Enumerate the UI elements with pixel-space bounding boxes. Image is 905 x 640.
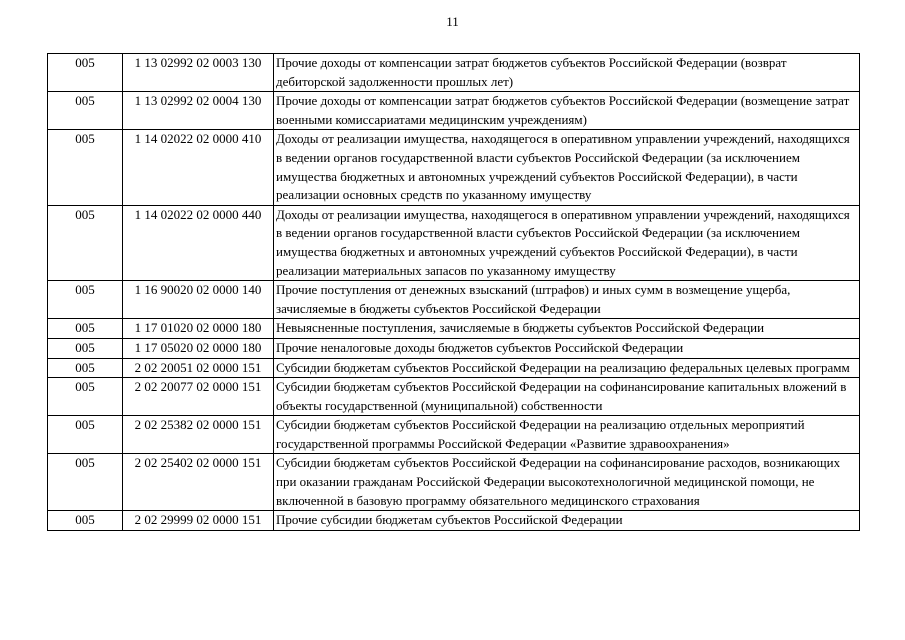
table-row: [48, 130, 860, 205]
revenue-codes-table: [47, 53, 860, 531]
revenue-name-cell: Прочие неналоговые доходы бюджетов субъектов Российской Федерации: [274, 338, 860, 358]
revenue-name-cell: Субсидии бюджетам субъектов Российской Федерации на софинансирование расходов, возникающих при оказании гражданам Российской Федерации высокотехнологичной медицинской помощи, не включенной в базовую программу обязательного медицинского страхования: [274, 454, 860, 511]
admin-code-cell: 005: [48, 281, 123, 319]
budget-code-cell: 2 02 29999 02 0000 151: [123, 511, 274, 531]
budget-code-cell: 2 02 20077 02 0000 151: [123, 378, 274, 416]
page-number: 11: [446, 14, 459, 29]
revenue-name-cell: Доходы от реализации имущества, находящегося в оперативном управлении учреждений, находящихся в ведении органов государственной власти субъектов Российской Федерации (за исключением имущества бюджетных и автономных учреждений субъектов Российской Федерации), в части реализации материальных запасов по указанному имуществу: [274, 205, 860, 280]
table-row: [48, 205, 860, 280]
revenue-name-cell: Прочие доходы от компенсации затрат бюджетов субъектов Российской Федерации (возврат дебиторской задолженности прошлых лет): [274, 54, 860, 92]
revenue-name-cell: Невыясненные поступления, зачисляемые в бюджеты субъектов Российской Федерации: [274, 319, 860, 339]
revenue-name-cell: Прочие субсидии бюджетам субъектов Российской Федерации: [274, 511, 860, 531]
admin-code-cell: 005: [48, 378, 123, 416]
budget-code-cell: 2 02 20051 02 0000 151: [123, 358, 274, 378]
admin-code-cell: 005: [48, 416, 123, 454]
table-row: [48, 281, 860, 319]
revenue-name-cell: Субсидии бюджетам субъектов Российской Федерации на софинансирование капитальных вложений в объекты государственной (муниципальной) собственности: [274, 378, 860, 416]
table-row: [48, 92, 860, 130]
table-row: [48, 338, 860, 358]
admin-code-cell: 005: [48, 511, 123, 531]
table-row: [48, 454, 860, 511]
budget-code-cell: 2 02 25382 02 0000 151: [123, 416, 274, 454]
table-row: [48, 378, 860, 416]
admin-code-cell: 005: [48, 454, 123, 511]
revenue-name-cell: Прочие поступления от денежных взысканий (штрафов) и иных сумм в возмещение ущерба, зачисляемые в бюджеты субъектов Российской Федерации: [274, 281, 860, 319]
budget-code-cell: 1 13 02992 02 0004 130: [123, 92, 274, 130]
revenue-name-cell: Субсидии бюджетам субъектов Российской Федерации на реализацию федеральных целевых программ: [274, 358, 860, 378]
revenue-name-cell: Субсидии бюджетам субъектов Российской Федерации на реализацию отдельных мероприятий государственной программы Российской Федерации «Развитие здравоохранения»: [274, 416, 860, 454]
table-row: [48, 358, 860, 378]
budget-code-cell: 1 14 02022 02 0000 440: [123, 205, 274, 280]
revenue-name-cell: Прочие доходы от компенсации затрат бюджетов субъектов Российской Федерации (возмещение затрат военными комиссариатами медицинским учреждениям): [274, 92, 860, 130]
table-row: [48, 319, 860, 339]
admin-code-cell: 005: [48, 205, 123, 280]
budget-code-cell: 2 02 25402 02 0000 151: [123, 454, 274, 511]
budget-code-cell: 1 13 02992 02 0003 130: [123, 54, 274, 92]
table-row: [48, 54, 860, 92]
table-row: [48, 416, 860, 454]
admin-code-cell: 005: [48, 338, 123, 358]
table-row: [48, 511, 860, 531]
admin-code-cell: 005: [48, 92, 123, 130]
budget-code-cell: 1 17 01020 02 0000 180: [123, 319, 274, 339]
admin-code-cell: 005: [48, 130, 123, 205]
budget-code-cell: 1 16 90020 02 0000 140: [123, 281, 274, 319]
admin-code-cell: 005: [48, 54, 123, 92]
admin-code-cell: 005: [48, 319, 123, 339]
revenue-name-cell: Доходы от реализации имущества, находящегося в оперативном управлении учреждений, находящихся в ведении органов государственной власти субъектов Российской Федерации (за исключением имущества бюджетных и автономных учреждений субъектов Российской Федерации), в части реализации основных средств по указанному имуществу: [274, 130, 860, 205]
budget-code-cell: 1 17 05020 02 0000 180: [123, 338, 274, 358]
admin-code-cell: 005: [48, 358, 123, 378]
budget-code-cell: 1 14 02022 02 0000 410: [123, 130, 274, 205]
